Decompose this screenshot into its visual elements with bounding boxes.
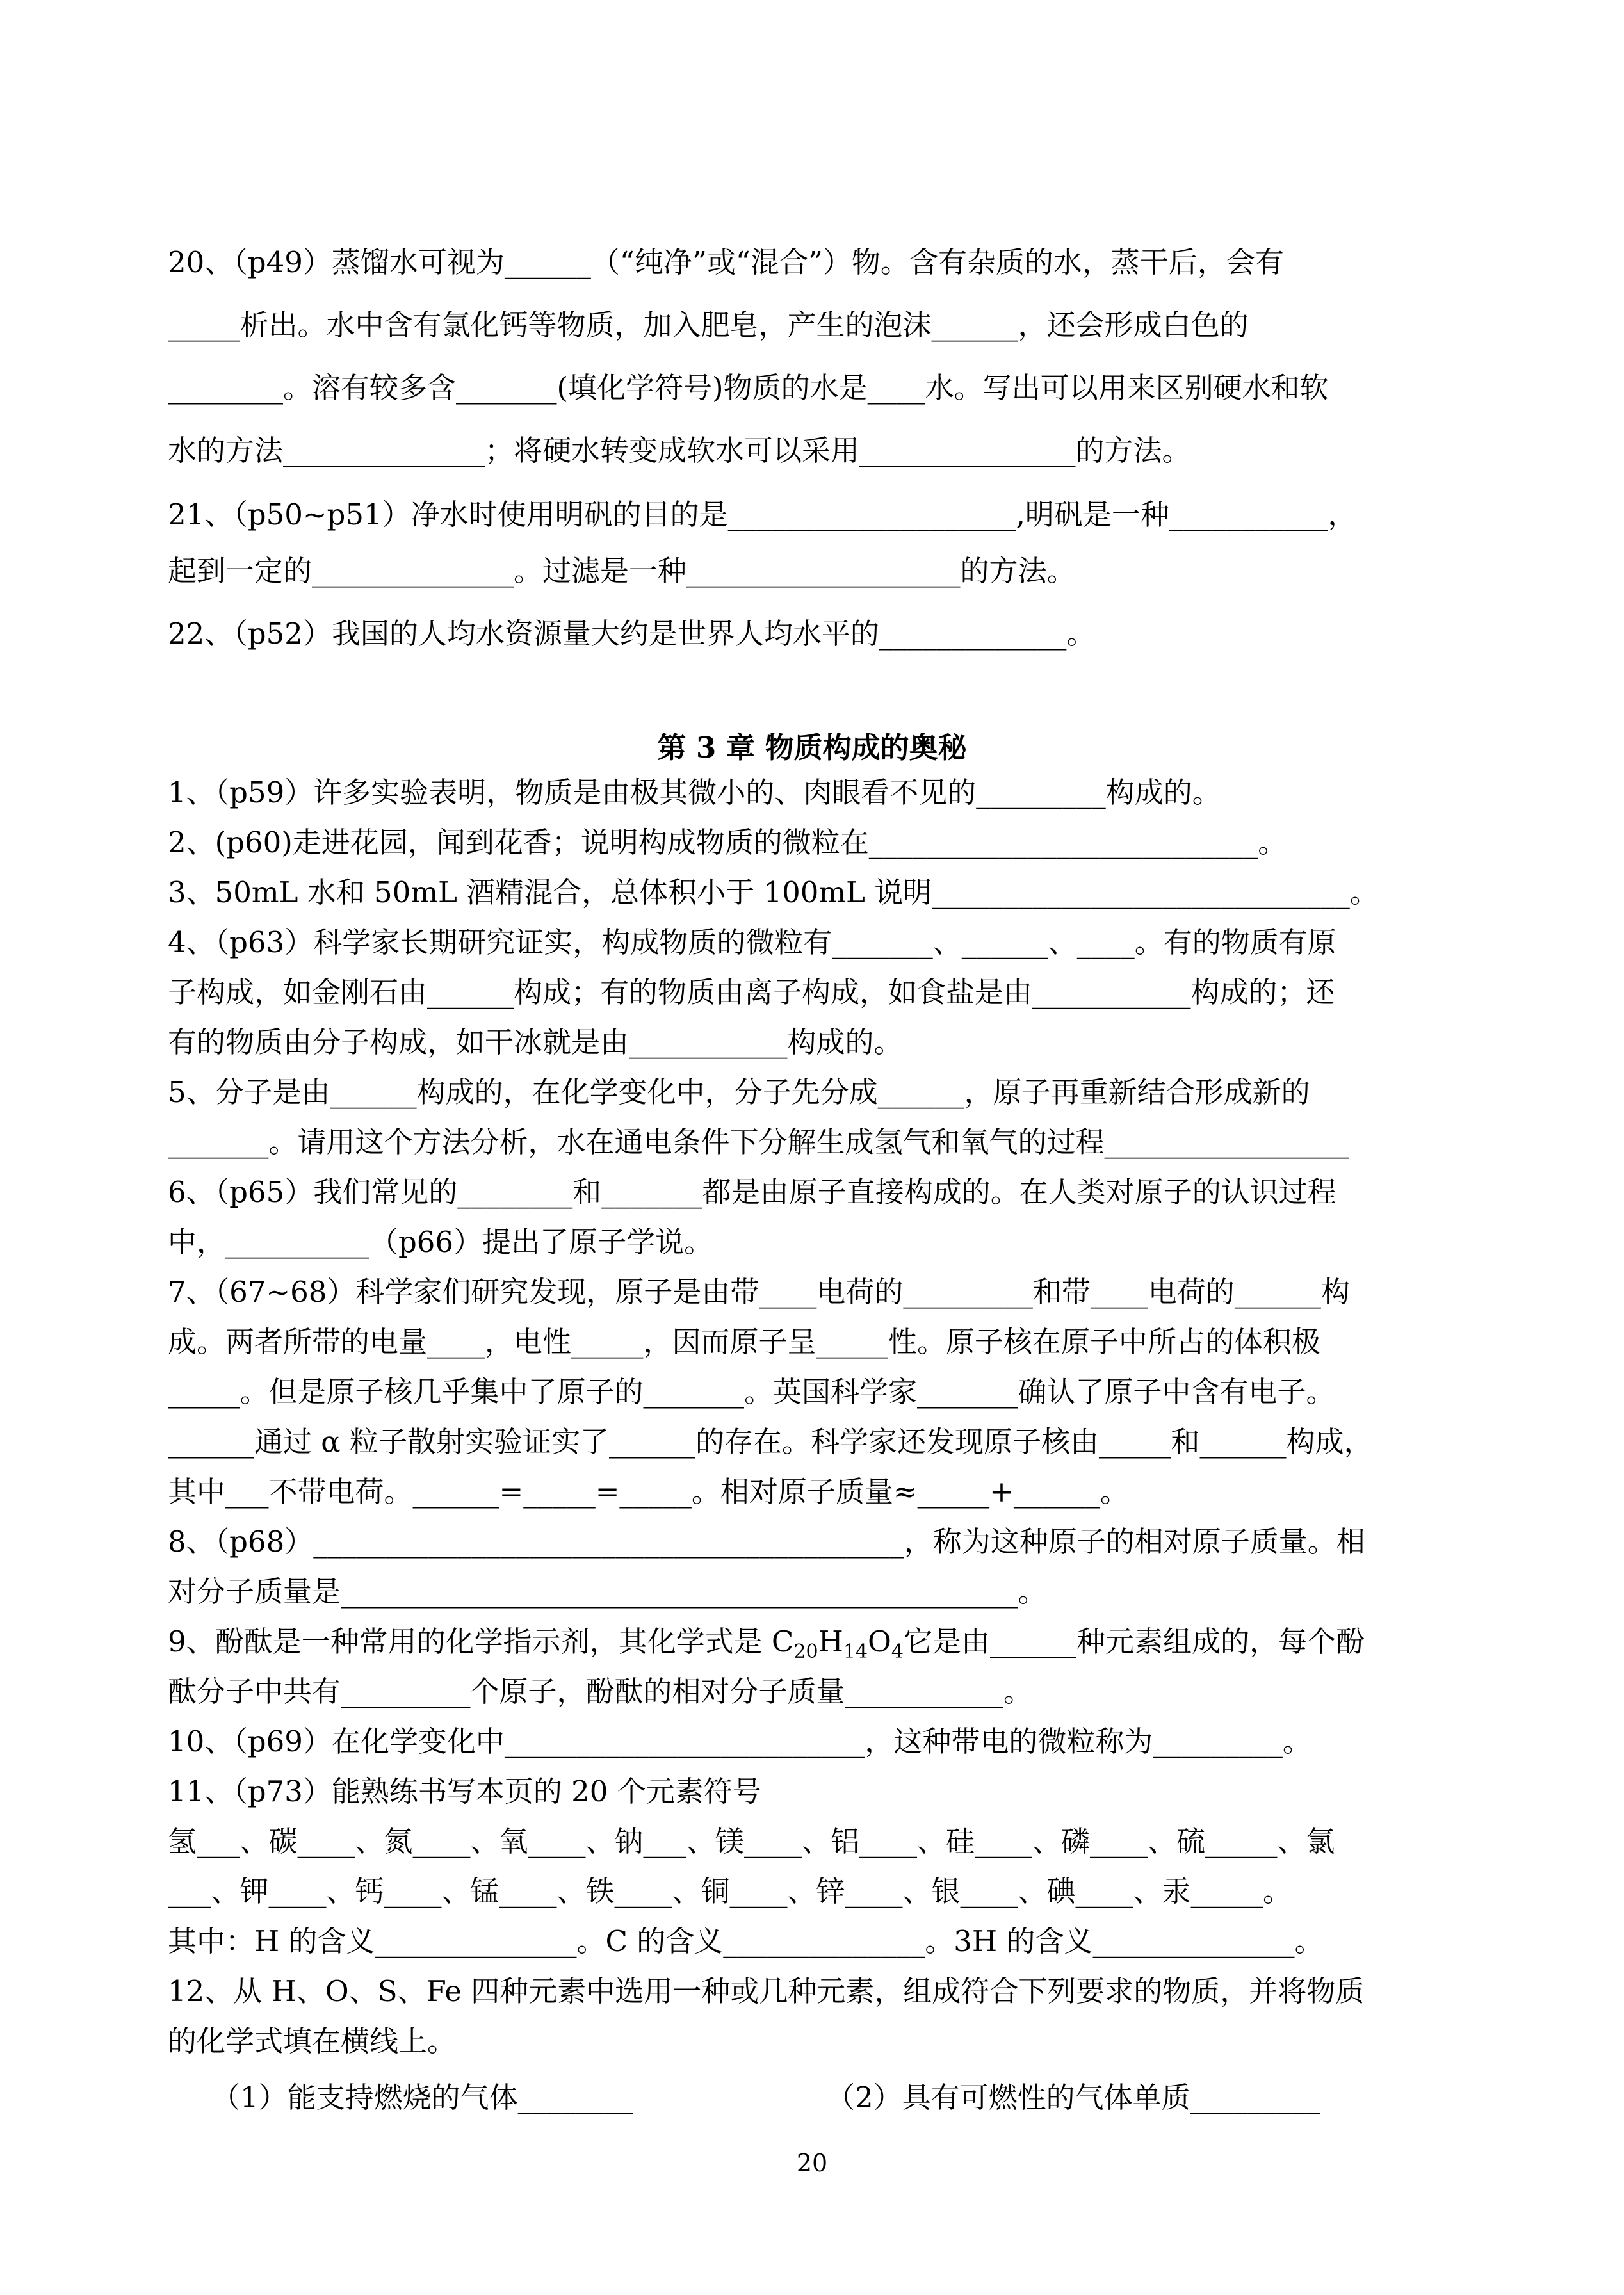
- question-7-line-4: ______通过 α 粒子散射实验证实了______的存在。科学家还发现原子核由_____和______构成，: [168, 1425, 1373, 1459]
- page-number: 20: [796, 2149, 828, 2177]
- question-7-line-3: _____。但是原子核几乎集中了原子的_______。英国科学家_______确认了原子中含有电子。: [168, 1375, 1335, 1409]
- question-20-line-1: 20、（p49）蒸馏水可视为______（“纯净”或“混合”）物。含有杂质的水，蒸干后，会有: [168, 245, 1284, 279]
- question-12-line-1: 12、从 H、O、S、Fe 四种元素中选用一种或几种元素，组成符合下列要求的物质，并将物质: [168, 1974, 1365, 2008]
- question-21-line-2: 起到一定的______________。过滤是一种___________________的方法。: [168, 554, 1076, 588]
- question-8-line-2: 对分子质量是_______________________________________________。: [168, 1575, 1047, 1609]
- question-20-line-2: _____析出。水中含有氯化钙等物质，加入肥皂，产生的泡沫______，还会形成白色的: [168, 308, 1249, 342]
- question-21-line-1: 21、（p50~p51）净水时使用明矾的目的是____________________,明矾是一种___________，: [168, 498, 1357, 531]
- question-9-line-2: 酞分子中共有_________个原子，酚酞的相对分子质量___________。: [168, 1675, 1033, 1708]
- question-12-item-1: （1）能支持燃烧的气体________: [211, 2080, 633, 2114]
- chapter-title: 第 3 章 物质构成的奥秘: [657, 731, 967, 765]
- question-9-suffix: 它是由______种元素组成的，每个酚: [904, 1625, 1365, 1658]
- question-12-item-2: （2）具有可燃性的气体单质_________: [826, 2080, 1320, 2114]
- question-6-line-1: 6、（p65）我们常见的________和_______都是由原子直接构成的。在人类对原子的认识过程: [168, 1175, 1336, 1209]
- question-2-line: 2、(p60)走进花园，闻到花香；说明构成物质的微粒在___________________________。: [168, 825, 1287, 859]
- question-20-line-3: ________。溶有较多含_______(填化学符号)物质的水是____水。写出可以用来区别硬水和软: [168, 371, 1329, 405]
- question-4-line-1: 4、（p63）科学家长期研究证实，构成物质的微粒有_______、______、____。有的物质有原: [168, 925, 1336, 959]
- question-10-line: 10、（p69）在化学变化中_________________________，这种带电的微粒称为_________。: [168, 1724, 1311, 1758]
- question-11-elements-2: ___、钾____、钙____、锰____、铁____、铜____、锌____、银____、碘____、汞_____。: [168, 1874, 1292, 1908]
- question-5-line-2: _______。请用这个方法分析，水在通电条件下分解生成氢气和氧气的过程_________________: [168, 1125, 1350, 1159]
- question-8-line-1: 8、（p68）_________________________________________，称为这种原子的相对原子质量。相: [168, 1525, 1365, 1559]
- formula-o: O: [868, 1625, 891, 1658]
- formula-subscript-o: 4: [891, 1641, 904, 1663]
- question-5-line-1: 5、分子是由______构成的，在化学变化中，分子先分成______，原子再重新结合形成新的: [168, 1075, 1310, 1109]
- formula-h: H: [818, 1625, 843, 1658]
- question-7-line-5: 其中___不带电荷。______=_____=_____。相对原子质量≈_____+______。: [168, 1475, 1129, 1509]
- formula-subscript-h: 14: [843, 1641, 868, 1663]
- question-4-line-3: 有的物质由分子构成，如干冰就是由___________构成的。: [168, 1025, 903, 1059]
- question-7-line-2: 成。两者所带的电量____，电性_____，因而原子呈_____性。原子核在原子中所占的体积极: [168, 1325, 1321, 1359]
- question-1-line: 1、（p59）许多实验表明，物质是由极其微小的、肉眼看不见的_________构成的。: [168, 775, 1221, 809]
- question-11-elements-1: 氢___、碳____、氮____、氧____、钠___、镁____、铝____、硅____、磷____、硫_____、氯: [168, 1824, 1335, 1858]
- question-9-prefix: 9、酚酞是一种常用的化学指示剂，其化学式是 C: [168, 1625, 794, 1658]
- question-12-line-2: 的化学式填在横线上。: [168, 2024, 457, 2058]
- question-9-line-1: [168, 1624, 1365, 1664]
- question-4-line-2: 子构成，如金刚石由______构成；有的物质由离子构成，如食盐是由___________构成的；还: [168, 975, 1335, 1009]
- question-6-line-2: 中，__________（p66）提出了原子学说。: [168, 1225, 713, 1259]
- question-11-line-1: 11、（p73）能熟练书写本页的 20 个元素符号: [168, 1774, 761, 1808]
- formula-subscript-c: 20: [793, 1641, 818, 1663]
- question-11-meanings: 其中：H 的含义______________。C 的含义______________。3H 的含义______________。: [168, 1924, 1324, 1958]
- question-3-line: 3、50mL 水和 50mL 酒精混合，总体积小于 100mL 说明_____________________________。: [168, 875, 1379, 909]
- question-7-line-1: 7、（67~68）科学家们研究发现，原子是由带____电荷的_________和带____电荷的______构: [168, 1275, 1350, 1309]
- question-20-line-4: 水的方法______________；将硬水转变成软水可以采用_______________的方法。: [168, 434, 1191, 467]
- question-22-line: 22、（p52）我国的人均水资源量大约是世界人均水平的_____________。: [168, 617, 1096, 651]
